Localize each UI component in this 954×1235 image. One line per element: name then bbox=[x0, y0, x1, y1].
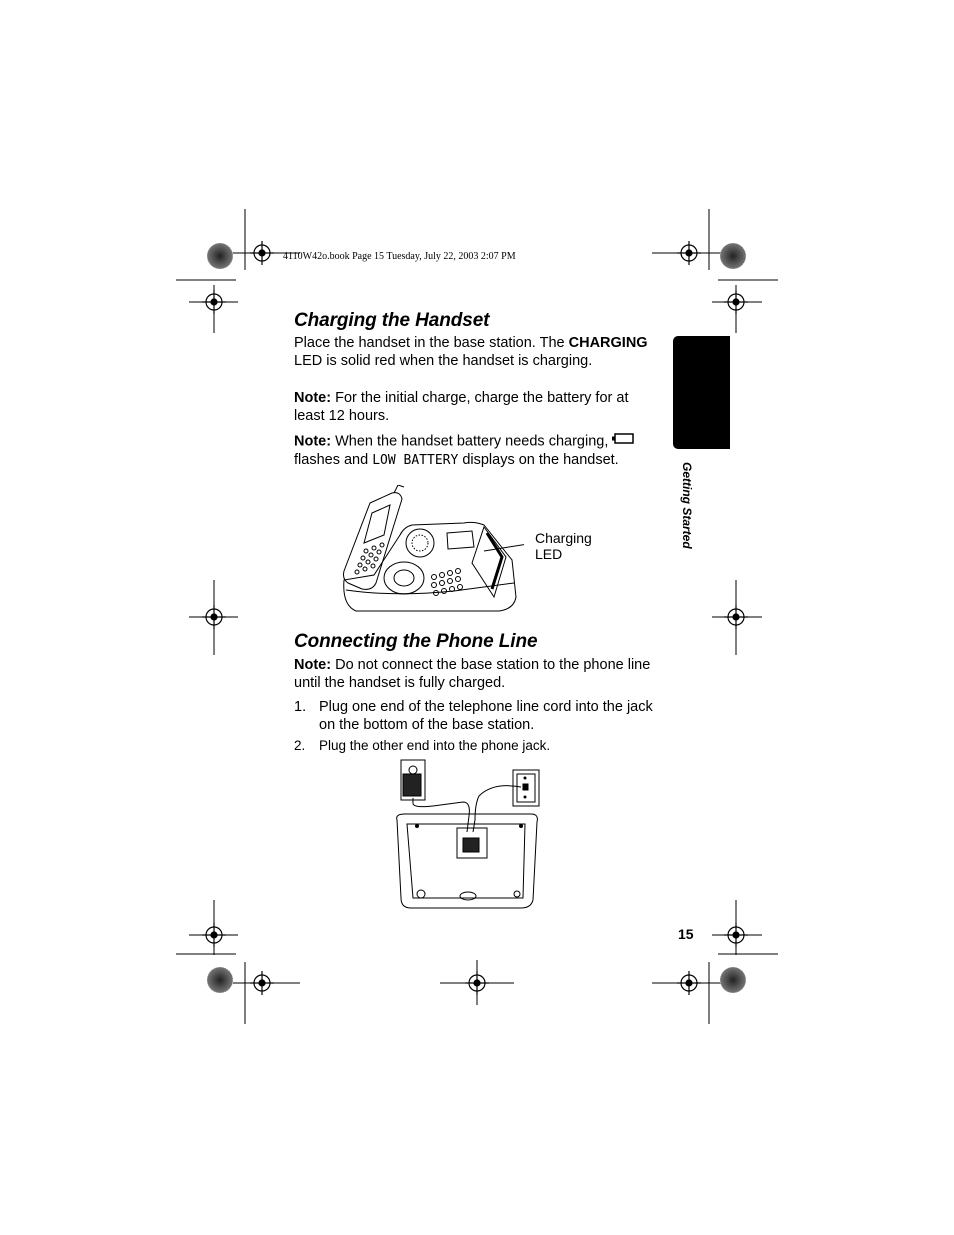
note-text: For the initial charge, charge the battery for at least 12 hours. bbox=[294, 390, 629, 424]
section-title-charging: Charging the Handset bbox=[294, 310, 490, 331]
note-text-c: displays on the handset. bbox=[462, 451, 619, 468]
callout-line2: LED bbox=[535, 546, 563, 562]
file-header: 4110W42o.book Page 15 Tuesday, July 22, 2003 2:07 PM bbox=[283, 251, 516, 262]
note-text-b: flashes and bbox=[294, 451, 369, 468]
low-battery-display-text: LOW BATTERY bbox=[372, 452, 459, 468]
list-item bbox=[294, 737, 656, 755]
note-text-a: When the handset battery needs charging, bbox=[335, 433, 609, 450]
note-label: Note: bbox=[294, 390, 332, 406]
note-connect bbox=[294, 657, 656, 692]
para-text-a: Place the handset in the base station. The bbox=[294, 335, 565, 351]
section-tab bbox=[673, 336, 730, 449]
note-initial-charge bbox=[294, 390, 656, 425]
phone-base-illustration bbox=[334, 485, 524, 617]
step-text: Plug one end of the telephone line cord into the jack on the bottom of the base station. bbox=[319, 699, 653, 733]
note-label: Note: bbox=[294, 657, 332, 673]
note-label: Note: bbox=[294, 433, 332, 450]
charging-led-label: CHARGING bbox=[568, 335, 648, 351]
charging-led-callout bbox=[535, 530, 592, 562]
para-text-c: LED is solid red when the handset is charging. bbox=[294, 352, 593, 369]
note-text: Do not connect the base station to the phone line until the handset is fully charged. bbox=[294, 657, 651, 691]
list-item bbox=[294, 699, 656, 735]
section-title-phone-line: Connecting the Phone Line bbox=[294, 631, 538, 652]
section-tab-label: Getting Started bbox=[680, 462, 694, 549]
battery-icon bbox=[612, 432, 634, 450]
callout-line1: Charging bbox=[535, 530, 592, 546]
paragraph-charging bbox=[294, 335, 656, 370]
note-low-battery bbox=[294, 432, 656, 469]
page-number: 15 bbox=[678, 926, 694, 942]
step-number: 2. bbox=[294, 738, 306, 753]
step-number: 1. bbox=[294, 699, 307, 715]
step-text: Plug the other end into the phone jack. bbox=[319, 738, 551, 753]
base-connection-illustration bbox=[393, 758, 543, 916]
